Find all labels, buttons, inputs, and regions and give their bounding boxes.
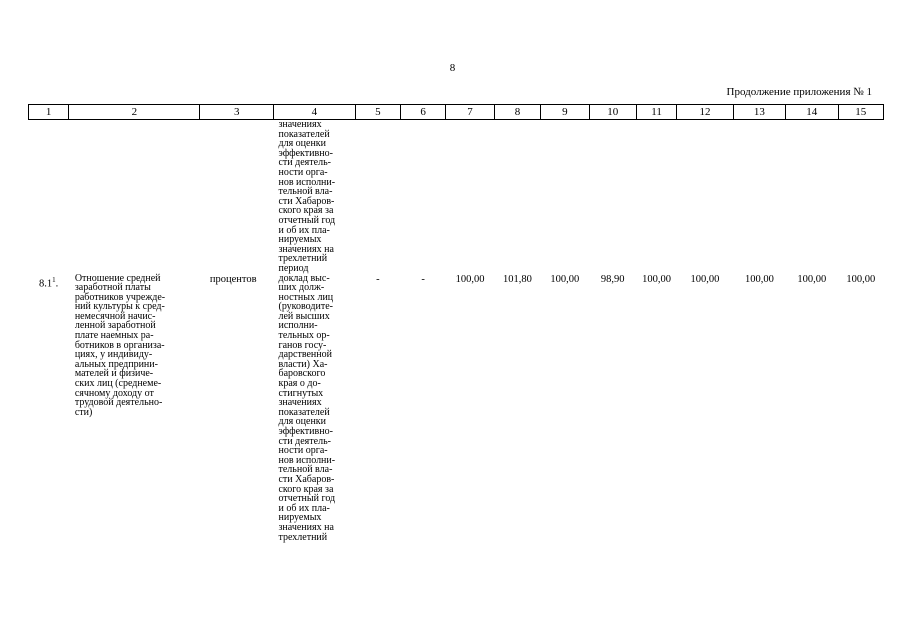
carryover-source-text [278,120,355,274]
row-number-main: 8.1 [39,278,53,289]
text-line: трудовой деятельно- [74,397,163,409]
text-line: значениях на [278,243,334,255]
text-line: заработной платы [74,282,151,294]
text-line: тельной вла- [278,186,333,198]
continuation-label: Продолжение приложения № 1 [726,86,872,98]
value-col-9: 100,00 [550,273,580,285]
text-line: власти) Ха- [278,358,328,370]
unit-of-measure: процентов [209,273,257,285]
text-line: сти деятель- [278,157,331,169]
text-line: ленной заработной [74,320,156,332]
text-line: ского края за [278,205,334,217]
header-row [29,105,884,120]
text-line: ших долж- [278,282,325,294]
text-line: немесячной начис- [74,310,156,322]
text-line: нов исполни- [278,176,336,188]
text-line: ности орга- [278,445,328,457]
value-col-8: 101,80 [503,273,532,285]
data-source [278,274,355,543]
text-line: лей высших [278,310,330,322]
header-col-7: 7 [446,105,494,120]
value-col-10: 98,90 [600,273,625,285]
text-line: и об их пла- [278,224,330,236]
text-line: (руководите- [278,301,333,313]
text-line: Отношение средней [74,272,161,284]
text-line: для оценки [278,138,327,150]
value-col-7: 100,00 [455,273,485,285]
text-line: баровского [278,368,326,380]
text-line: значениях [278,397,322,409]
text-line: период [278,262,309,274]
text-line: значениях [278,119,322,130]
header-col-13: 13 [733,105,785,120]
text-line: значениях на [278,521,334,533]
header-col-2: 2 [69,105,200,120]
text-line: ности орга- [278,166,328,178]
text-line: для оценки [278,416,327,428]
text-line: нируемых [278,512,322,524]
value-col-13: 100,00 [744,273,774,285]
text-line: показателей [278,128,330,140]
text-line: сячному доходу от [74,387,154,399]
text-line: и об их пла- [278,502,330,514]
text-line: ского края за [278,483,334,495]
text-line: ботников в организа- [74,339,165,351]
text-line: дарственной [278,349,332,361]
row-number-sup: 1 [52,275,56,284]
text-line: циях, у индивиду- [74,349,153,361]
header-col-6: 6 [401,105,446,120]
text-line: ганов госу- [278,339,327,351]
text-line: отчетный год [278,493,336,505]
value-col-14: 100,00 [797,273,827,285]
text-line: доклад выс- [278,272,330,284]
text-line: отчетный год [278,214,336,226]
text-line: мателей и физиче- [74,368,154,380]
text-line: сти Хабаров- [278,195,335,207]
header-col-1: 1 [29,105,69,120]
header-col-4: 4 [273,105,355,120]
text-line: ностных лиц [278,291,334,303]
indicator-name [75,274,200,418]
header-col-10: 10 [589,105,636,120]
text-line: ний культуры к сред- [74,301,165,313]
page-number: 8 [449,62,456,74]
text-line: трехлетний [278,531,328,543]
row-number-suffix: . [55,278,59,289]
text-line: работников учрежде- [74,291,166,303]
text-line: нируемых [278,234,322,246]
text-line: края о до- [278,378,321,390]
text-line: эффективно- [278,426,333,437]
text-line: тельной вла- [278,464,333,476]
text-line: сти) [74,406,93,418]
text-line: трехлетний [278,253,328,265]
value-col-11: 100,00 [642,273,671,285]
text-line: стигнутых [278,387,324,399]
text-line: показателей [278,406,330,418]
row-number [29,274,69,543]
value-col-5: - [376,273,380,285]
value-col-15: 100,00 [846,273,876,285]
header-col-15: 15 [838,105,883,120]
value-col-6: - [421,273,425,285]
text-line: сти деятель- [278,435,331,447]
header-col-11: 11 [636,105,676,120]
text-line: плате наемных ра- [74,330,154,342]
text-line: эффективно- [278,147,333,159]
indicator-table [28,104,884,542]
table-row [29,274,884,543]
text-line: исполни- [278,320,318,332]
carryover-row [29,120,884,274]
text-line: нов исполни- [278,454,336,466]
header-col-12: 12 [677,105,733,120]
text-line: ских лиц (среднеме- [74,378,162,390]
value-col-12: 100,00 [690,273,720,285]
header-col-8: 8 [494,105,540,120]
text-line: альных предприни- [74,358,158,370]
header-col-14: 14 [786,105,838,120]
header-col-3: 3 [200,105,274,120]
text-line: сти Хабаров- [278,473,335,485]
header-col-9: 9 [541,105,589,120]
text-line: тельных ор- [278,330,330,342]
header-col-5: 5 [355,105,400,120]
